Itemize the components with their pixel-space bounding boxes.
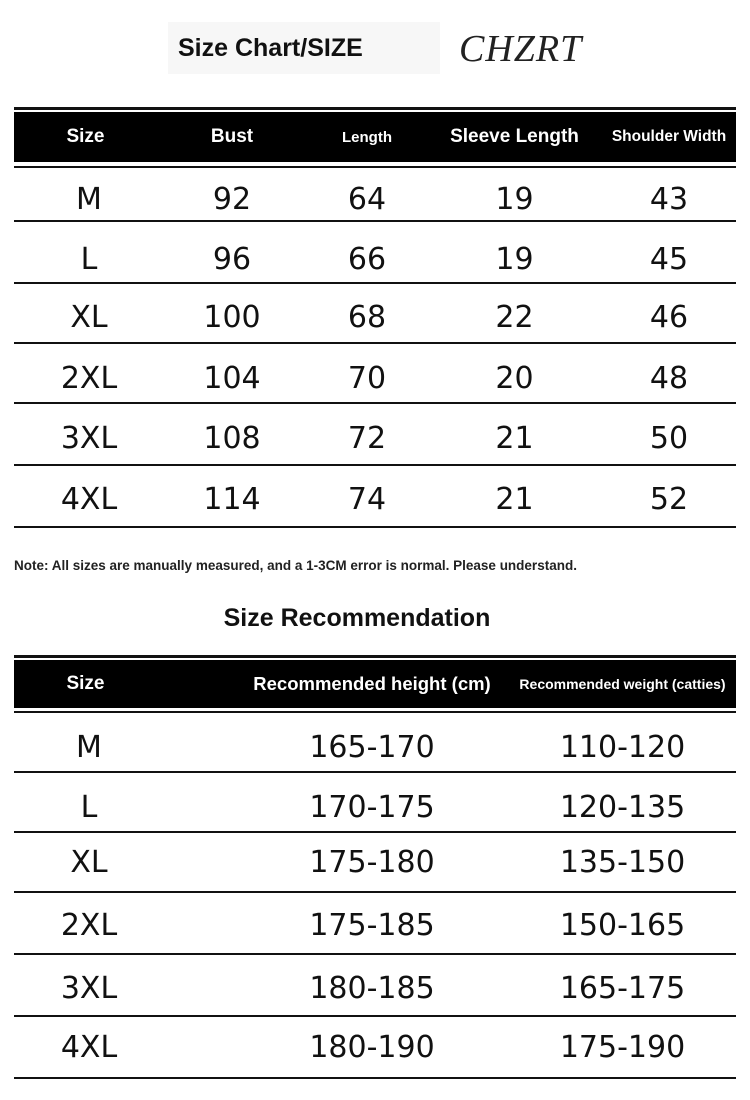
rec-col-header-height: Recommended height (cm) xyxy=(253,673,491,694)
recommendation-header xyxy=(14,660,736,708)
cell-sleeve-length: 19 xyxy=(495,181,534,217)
cell-shoulder-width: 48 xyxy=(649,360,689,396)
col-header-size: Size xyxy=(66,126,105,147)
cell-recommended-height: 180-190 xyxy=(309,1029,435,1065)
table-row xyxy=(14,957,736,1019)
rec-col-header-size: Size xyxy=(66,673,105,694)
cell-shoulder-width: 43 xyxy=(649,181,689,217)
cell-sleeve-length: 21 xyxy=(495,481,534,517)
cell-size: XL xyxy=(70,299,108,335)
size-chart-title: Size Chart/SIZE xyxy=(168,22,440,74)
cell-sleeve-length: 20 xyxy=(495,360,534,396)
cell-length: 68 xyxy=(347,299,387,335)
cell-size: 4XL xyxy=(60,481,118,517)
table-row xyxy=(14,778,736,836)
table-row xyxy=(14,833,736,891)
cell-size: 3XL xyxy=(60,421,118,456)
table-row xyxy=(14,230,736,288)
table-row xyxy=(14,288,736,346)
col-header-sleeve-length: Sleeve Length xyxy=(450,126,579,147)
size-chart-header xyxy=(14,112,736,162)
cell-size: L xyxy=(80,789,98,825)
cell-recommended-weight: 175-190 xyxy=(559,1029,686,1065)
cell-size: 2XL xyxy=(60,907,118,943)
cell-bust: 104 xyxy=(203,360,261,396)
cell-length: 74 xyxy=(347,481,387,517)
cell-recommended-weight: 165-175 xyxy=(559,970,686,1006)
table-top-rule xyxy=(14,107,736,110)
measurement-note: Note: All sizes are manually measured, and a 1-3CM error is normal. Please understand. xyxy=(14,558,577,573)
cell-size: L xyxy=(80,241,98,277)
cell-length: 72 xyxy=(347,421,387,456)
cell-size: M xyxy=(76,181,102,217)
table-row-divider xyxy=(14,1077,736,1079)
cell-shoulder-width: 50 xyxy=(649,421,689,456)
cell-length: 70 xyxy=(347,360,387,396)
cell-sleeve-length: 22 xyxy=(495,299,534,335)
cell-size: 2XL xyxy=(60,360,118,396)
cell-recommended-height: 175-185 xyxy=(309,907,435,943)
table-row xyxy=(14,409,736,468)
cell-bust: 108 xyxy=(203,421,261,456)
cell-bust: 92 xyxy=(212,181,252,217)
table-row xyxy=(14,170,736,228)
brand-logo: CHZRT xyxy=(459,28,583,70)
cell-sleeve-length: 21 xyxy=(495,421,534,456)
cell-size: XL xyxy=(70,844,108,880)
cell-size: 4XL xyxy=(60,1029,118,1065)
cell-shoulder-width: 46 xyxy=(649,299,689,335)
cell-sleeve-length: 19 xyxy=(495,241,534,277)
cell-length: 64 xyxy=(347,181,387,217)
cell-recommended-height: 175-180 xyxy=(309,844,435,880)
cell-recommended-weight: 135-150 xyxy=(559,844,686,880)
cell-bust: 96 xyxy=(212,241,252,277)
cell-bust: 114 xyxy=(203,481,261,517)
cell-bust: 100 xyxy=(203,299,261,335)
cell-shoulder-width: 52 xyxy=(649,481,689,517)
cell-size: 3XL xyxy=(60,970,118,1006)
table-row xyxy=(14,718,736,776)
table-row-divider xyxy=(14,166,736,168)
cell-shoulder-width: 45 xyxy=(649,241,689,277)
table-row xyxy=(14,348,736,408)
cell-recommended-weight: 110-120 xyxy=(559,729,686,765)
rec-col-header-weight: Recommended weight (catties) xyxy=(519,676,726,692)
col-header-shoulder-width: Shoulder Width xyxy=(611,128,727,145)
cell-size: M xyxy=(76,729,102,765)
table-row xyxy=(14,1018,736,1076)
cell-recommended-weight: 150-165 xyxy=(559,907,686,943)
rec-table-top-rule xyxy=(14,655,736,658)
table-row xyxy=(14,894,736,956)
col-header-length: Length xyxy=(342,128,392,146)
table-row xyxy=(14,470,736,528)
col-header-bust: Bust xyxy=(210,126,254,147)
cell-recommended-weight: 120-135 xyxy=(559,789,686,825)
cell-recommended-height: 170-175 xyxy=(309,789,435,825)
cell-length: 66 xyxy=(347,241,387,277)
cell-recommended-height: 165-170 xyxy=(309,729,435,765)
size-recommendation-title: Size Recommendation xyxy=(223,604,491,632)
table-row-divider xyxy=(14,711,736,713)
table-row-divider xyxy=(14,891,736,893)
cell-recommended-height: 180-185 xyxy=(309,970,435,1006)
